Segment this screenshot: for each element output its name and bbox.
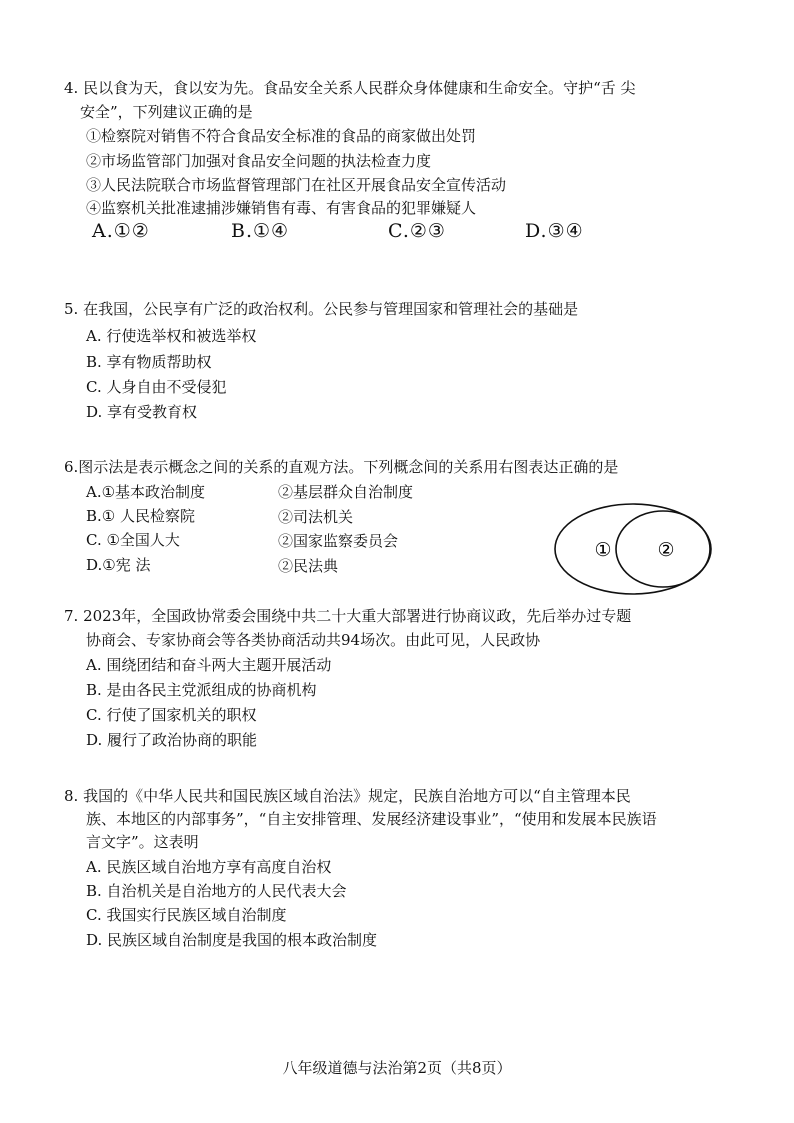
q6-option-d-first: D.①宪 法 bbox=[86, 556, 151, 574]
q4-item-1: ①检察院对销售不符合食品安全标准的食品的商家做出处罚 bbox=[86, 127, 477, 145]
q8-option-c: C. 我国实行民族区域自治制度 bbox=[86, 906, 287, 924]
q7-stem-line2: 协商会、专家协商会等各类协商活动共94场次。由此可见，人民政协 bbox=[86, 631, 541, 649]
q7-option-a: A. 围绕团结和奋斗两大主题开展活动 bbox=[86, 656, 332, 674]
q7-option-d: D. 履行了政治协商的职能 bbox=[86, 731, 258, 749]
q4-option-d: D.③④ bbox=[525, 220, 584, 242]
q4-item-3: ③人民法院联合市场监督管理部门在社区开展食品安全宣传活动 bbox=[86, 176, 507, 194]
outer-ellipse bbox=[555, 504, 711, 594]
q8-stem-line1: 8. 我国的《中华人民共和国民族区域自治法》规定，民族自治地方可以“自主管理本民 bbox=[64, 787, 631, 805]
q8-option-d: D. 民族区域自治制度是我国的根本政治制度 bbox=[86, 931, 378, 949]
q8-stem-line2: 族、本地区的内部事务”，“自主安排管理、发展经济建设事业”，“使用和发展本民族语 bbox=[86, 810, 657, 828]
q4-item-2: ②市场监管部门加强对食品安全问题的执法检查力度 bbox=[86, 152, 432, 170]
q8-option-a: A. 民族区域自治地方享有高度自治权 bbox=[86, 858, 332, 876]
q4-option-a: A.①② bbox=[92, 220, 150, 242]
q4-stem-line1: 4. 民以食为天，食以安为先。食品安全关系人民群众身体健康和生命安全。守护“舌 尖 bbox=[64, 79, 636, 97]
outer-label: ① bbox=[594, 539, 612, 561]
q4-stem-line2: 安全”，下列建议正确的是 bbox=[80, 103, 253, 121]
q8-stem-line3: 言文字”。这表明 bbox=[86, 833, 199, 851]
q6-option-a-second: ②基层群众自治制度 bbox=[278, 483, 414, 501]
q6-option-c-first: C. ①全国人大 bbox=[86, 531, 180, 549]
q5-stem: 5. 在我国，公民享有广泛的政治权利。公民参与管理国家和管理社会的基础是 bbox=[64, 300, 579, 318]
page-footer: 八年级道德与法治第2页（共8页） bbox=[282, 1059, 512, 1077]
inner-label: ② bbox=[657, 539, 675, 561]
q6-option-c-second: ②国家监察委员会 bbox=[278, 532, 399, 550]
q6-stem: 6.图示法是表示概念之间的关系的直观方法。下列概念间的关系用右图表达正确的是 bbox=[64, 458, 619, 476]
q7-option-c: C. 行使了国家机关的职权 bbox=[86, 706, 257, 724]
q5-option-c: C. 人身自由不受侵犯 bbox=[86, 378, 227, 396]
venn-diagram bbox=[552, 500, 716, 598]
q4-option-c: C.②③ bbox=[388, 220, 446, 242]
q7-stem-line1: 7. 2023年，全国政协常委会围绕中共二十大重大部署进行协商议政，先后举办过专题 bbox=[64, 607, 632, 625]
q6-option-b-second: ②司法机关 bbox=[278, 508, 354, 526]
q6-option-a-first: A.①基本政治制度 bbox=[86, 483, 206, 501]
q4-item-4: ④监察机关批准逮捕涉嫌销售有毒、有害食品的犯罪嫌疑人 bbox=[86, 199, 477, 217]
q5-option-d: D. 享有受教育权 bbox=[86, 403, 198, 421]
q7-option-b: B. 是由各民主党派组成的协商机构 bbox=[86, 681, 317, 699]
q8-option-b: B. 自治机关是自治地方的人民代表大会 bbox=[86, 882, 347, 900]
q6-option-b-first: B.① 人民检察院 bbox=[86, 507, 196, 525]
q6-option-d-second: ②民法典 bbox=[278, 557, 339, 575]
q5-option-a: A. 行使选举权和被选举权 bbox=[86, 327, 257, 345]
q5-option-b: B. 享有物质帮助权 bbox=[86, 353, 212, 371]
q4-option-b: B.①④ bbox=[231, 220, 290, 242]
